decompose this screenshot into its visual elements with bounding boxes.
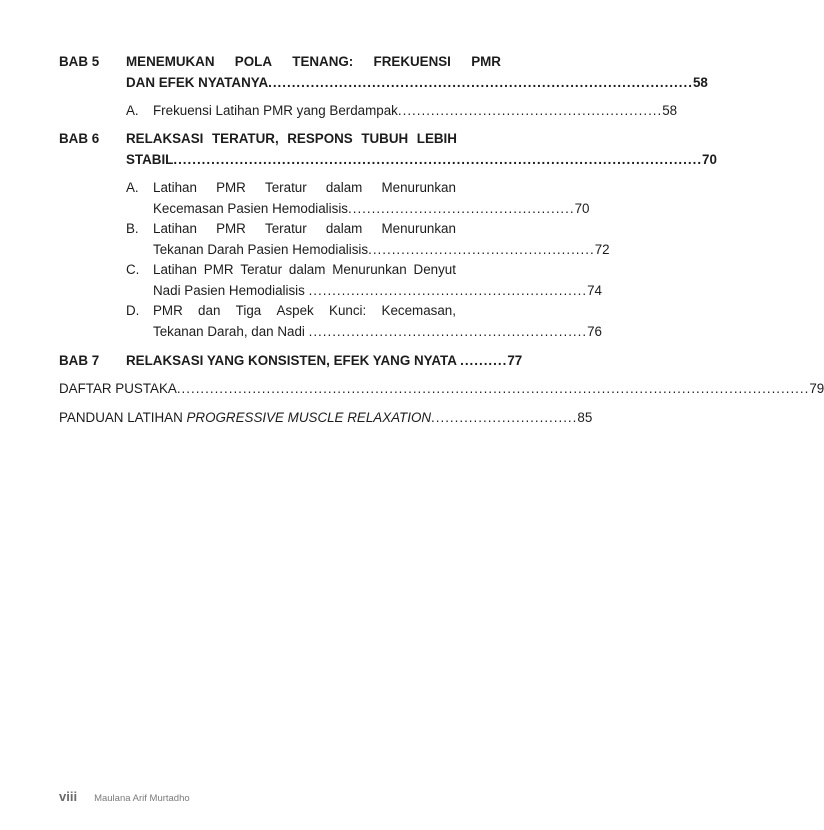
word: dalam [325,180,363,195]
page-number: 85 [577,410,593,425]
page-number: 58 [662,103,678,118]
bab6-word: RESPONS [287,131,353,146]
panduan-entry [59,407,593,428]
bab6-sub-a-letter: A. [126,180,139,195]
bab5-word: PMR [471,54,501,69]
bab5-title-line2 [126,72,708,93]
word: Kecemasan, [381,303,456,318]
bab5-sub-a [153,100,678,121]
dot-leader: ............................... [431,410,578,425]
bab5-sub-a-text: Frekuensi Latihan PMR yang Berdampak [153,103,398,118]
bab6-title [126,128,717,170]
page-footer [59,789,190,804]
word: Denyut [413,262,456,277]
page-number: 58 [692,75,708,90]
word: Latihan [153,221,197,236]
page-number: 76 [587,324,603,339]
word: Menurunkan [332,262,407,277]
page-number: 70 [574,201,590,216]
bab5-word: POLA [234,54,272,69]
bab6-title-line2 [126,149,717,170]
dot-leader: ...................................................................................................................................... [176,381,810,396]
bab6-number: BAB 6 [59,131,100,146]
bab6-sub-c [153,259,602,301]
word: Teratur [265,221,307,236]
bab7-title-text: RELAKSASI YANG KONSISTEN, EFEK YANG NYATA [126,353,461,368]
folio-number: viii [59,789,78,804]
author-name: Maulana Arif Murtadho [94,793,190,804]
word: Teratur [240,262,283,277]
word: dalam [325,221,363,236]
dot-leader: ................................................................................................................ [173,152,703,167]
dot-leader: .......... [460,353,508,368]
bab6-sub-b-letter: B. [126,221,139,236]
bab6-word: TUBUH [361,131,409,146]
dot-leader: .......................................................................................... [268,75,693,90]
daftar-pustaka-text: DAFTAR PUSTAKA [59,381,177,396]
panduan-italic-text: PROGRESSIVE MUSCLE RELAXATION [186,410,432,425]
bab7-number: BAB 7 [59,353,100,368]
bab6-sub-d-letter: D. [126,303,140,318]
dot-leader: ................................................ [368,242,595,257]
word: PMR [216,180,246,195]
bab6-sub-b-text: Tekanan Darah Pasien Hemodialisis [153,242,369,257]
word: Kunci: [329,303,367,318]
bab6-sub-b [153,218,610,260]
bab6-sub-a-text: Kecemasan Pasien Hemodialisis [153,201,349,216]
bab5-title-text: DAN EFEK NYATANYA [126,75,269,90]
bab5-word: MENEMUKAN [126,54,215,69]
word: PMR [203,262,234,277]
panduan-text: PANDUAN LATIHAN [59,410,187,425]
bab5-word: TENANG: [292,54,354,69]
word: Teratur [265,180,307,195]
dot-leader: ........................................................... [308,324,588,339]
bab6-sub-c-text: Nadi Pasien Hemodialisis [153,283,309,298]
bab6-sub-a [153,177,590,219]
dot-leader: ................................................ [348,201,575,216]
bab7-title [126,350,523,371]
bab5-title-line1 [126,51,501,72]
dot-leader: ........................................................ [397,103,663,118]
word: Tiga [235,303,262,318]
word: dan [198,303,221,318]
page-number: 72 [594,242,610,257]
page-number: 77 [507,353,523,368]
word: Aspek [276,303,314,318]
page-number: 70 [702,152,717,167]
bab6-word: TERATUR, [211,131,279,146]
word: PMR [153,303,183,318]
bab5-number: BAB 5 [59,54,100,69]
word: Menurunkan [381,221,456,236]
bab6-word: LEBIH [416,131,457,146]
page-number: 79 [809,381,824,396]
word: Latihan [153,262,197,277]
bab5-word: FREKUENSI [373,54,451,69]
page-number: 74 [587,283,602,298]
bab6-title-text: STABIL [126,152,174,167]
bab6-title-line1 [126,128,457,149]
word: dalam [288,262,326,277]
bab5-title [126,51,708,93]
word: Latihan [153,180,197,195]
word: Menurunkan [381,180,456,195]
word: PMR [216,221,246,236]
bab5-sub-a-letter: A. [126,103,139,118]
bab6-sub-d [153,300,603,342]
bab6-sub-d-text: Tekanan Darah, dan Nadi [153,324,309,339]
bab6-sub-c-letter: C. [126,262,140,277]
bab6-word: RELAKSASI [126,131,204,146]
dot-leader: ........................................................... [308,283,588,298]
daftar-pustaka-entry [59,378,824,399]
